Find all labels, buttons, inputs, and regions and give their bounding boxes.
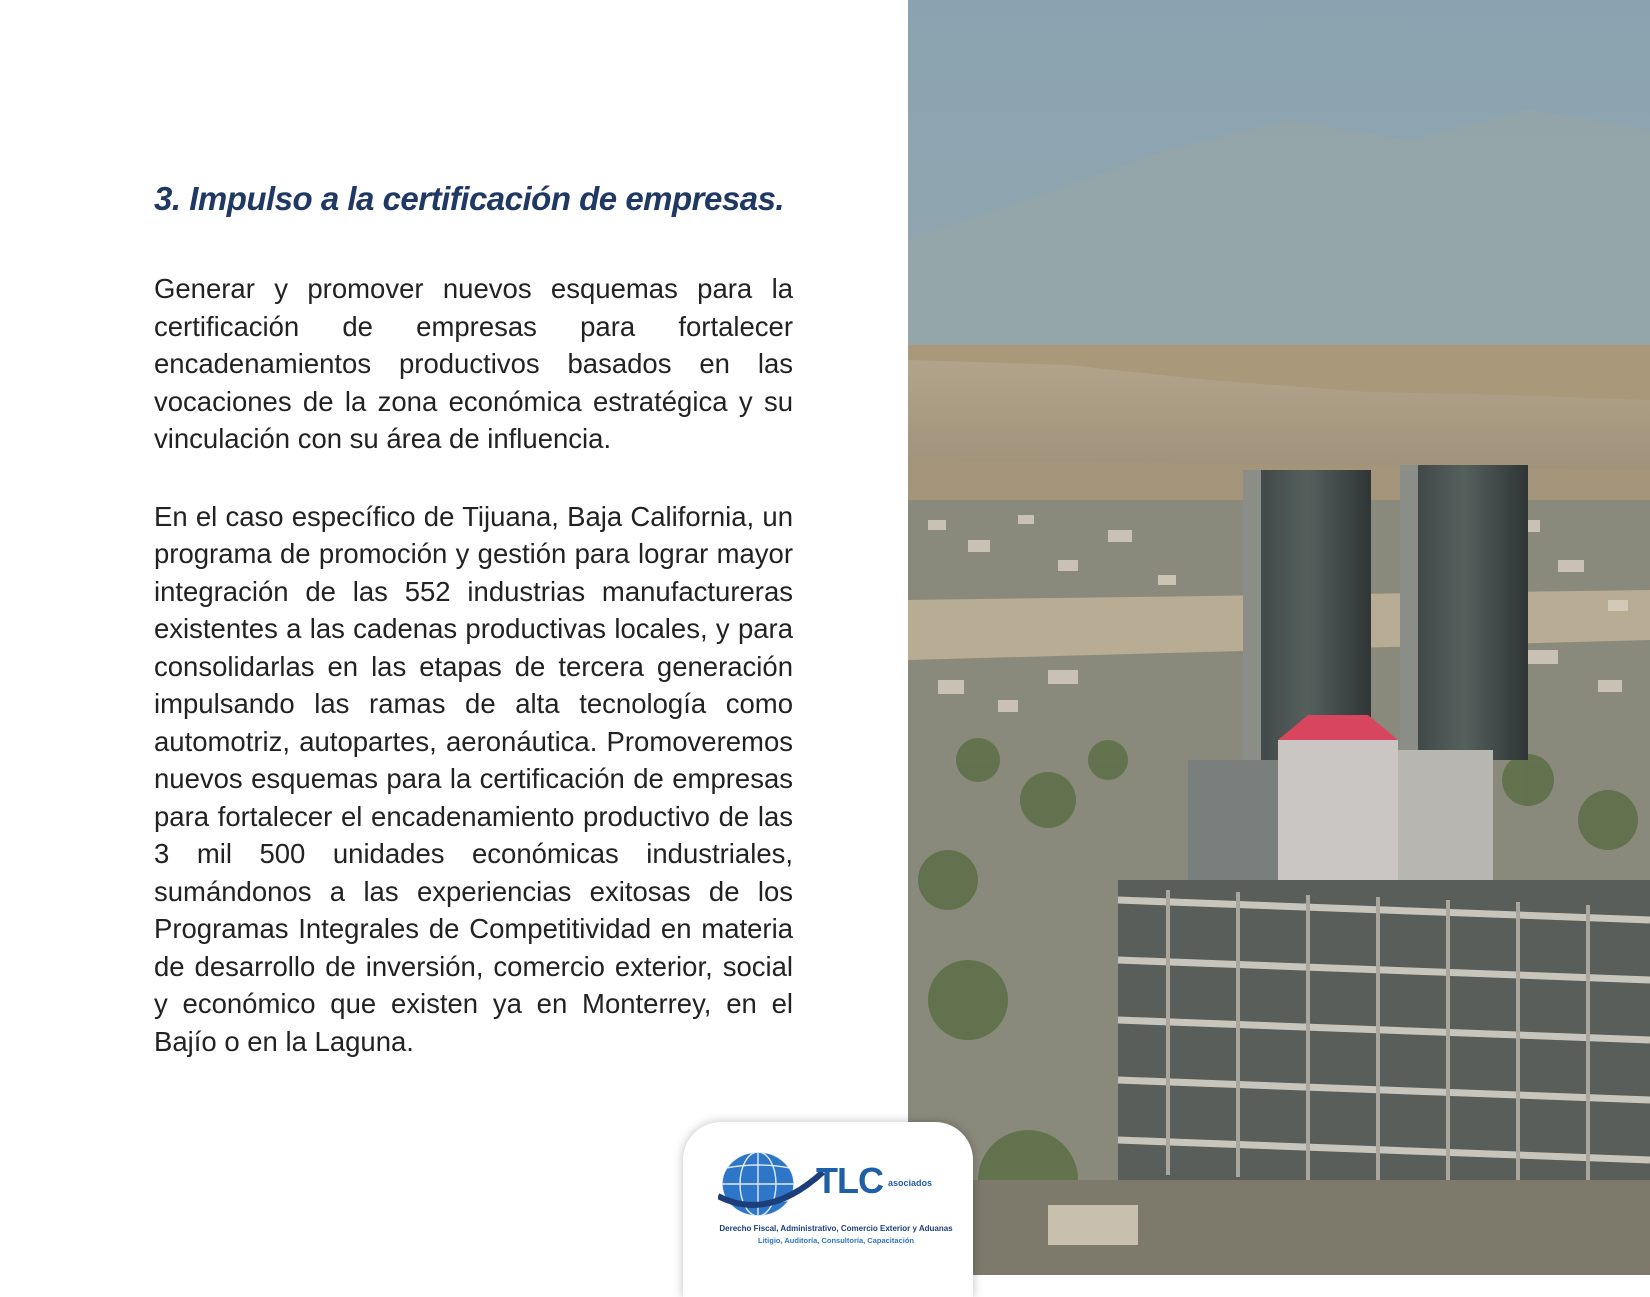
text-column [154, 180, 793, 1100]
logo-name: TLC [816, 1160, 883, 1201]
logo-card [683, 1122, 973, 1297]
city-skyline-photo [908, 0, 1650, 1275]
logo-tagline-1: Derecho Fiscal, Administrativo, Comercio Exterior y Aduanas [719, 1224, 953, 1233]
logo-suffix: asociados [888, 1178, 933, 1188]
paragraph-1: Generar y promover nuevos esquemas para la certificación de empresas para fortalecer encadenamientos productivos basados en las vocaciones de la zona económica estratégica y su vinculación con su área de influencia. [154, 273, 793, 454]
section-heading: 3. Impulso a la certificación de empresas. [154, 180, 785, 217]
globe-icon [718, 1144, 828, 1229]
logo-tagline-2: Litigio, Auditoría, Consultoría, Capacitación [758, 1236, 914, 1245]
paragraph-2: En el caso específico de Tijuana, Baja California, un programa de promoción y gestión para lograr mayor integración de las 552 industrias manufactureras existentes a las cadenas productivas locales, y para consolidarlas en las etapas de tercera generación impulsando las ramas de alta tecnología como automotriz, autopartes, aeronáutica. Promoveremos nuevos esquemas para la certificación de empresas para fortalecer el encadenamiento productivo de las 3 mil 500 unidades económicas industriales, sumándonos a las experiencias exitosas de los Programas Integrales de Competitividad en materia de desarrollo de inversión, comercio exterior, social y económico que existen ya en Monterrey, en el Bajío o en la Laguna. [154, 500, 793, 1057]
